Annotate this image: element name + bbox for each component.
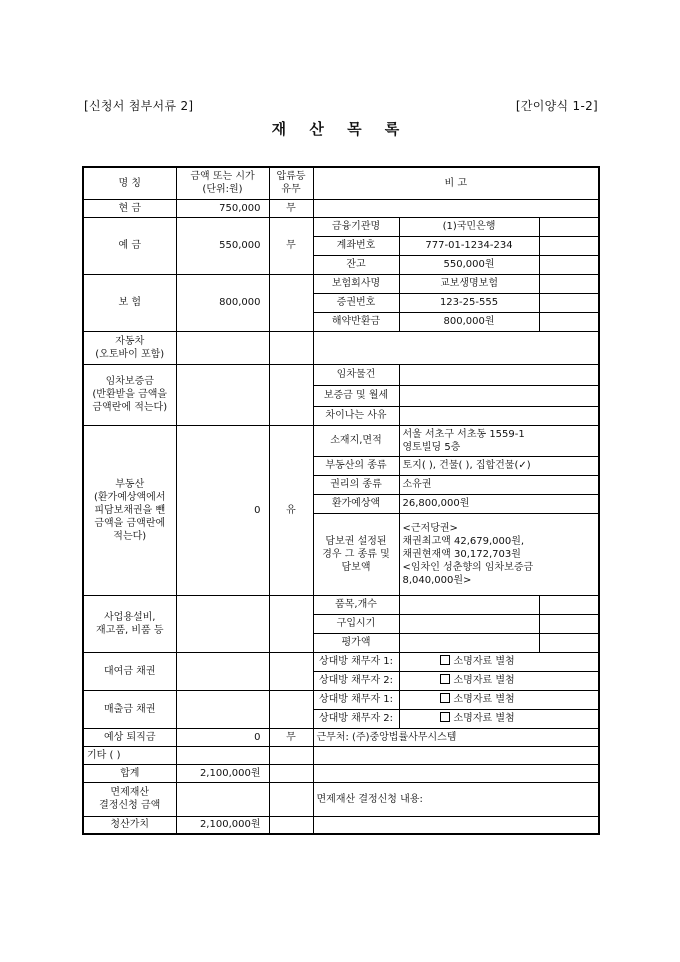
- severance-amount: 0: [176, 728, 269, 746]
- row-severance: 예상 퇴직금 0 무 근무처: (주)중앙법률사무시스템: [83, 728, 599, 746]
- liquidation-amount: 2,100,000원: [176, 816, 269, 834]
- checkbox-icon[interactable]: [440, 674, 450, 684]
- insurance-amount: 800,000: [176, 274, 269, 331]
- row-realestate-expected: 환가예상액 26,800,000원: [83, 494, 599, 513]
- row-lease: 임차보증금 (반환받을 금액을 금액란에 적는다) 임차물건: [83, 364, 599, 385]
- deposit-amount: 550,000: [176, 217, 269, 274]
- row-liquidation: 청산가치 2,100,000원: [83, 816, 599, 834]
- row-deposit-balance: 잔고 550,000원: [83, 255, 599, 274]
- row-business-date: 구입시기: [83, 614, 599, 633]
- total-amount: 2,100,000원: [176, 764, 269, 782]
- row-sales-claim: 매출금 채권 상대방 채무자 1: 소명자료 별첨: [83, 690, 599, 709]
- row-business: 사업용설비, 재고품, 비품 등 품목,개수: [83, 595, 599, 614]
- row-exempt: 면제재산 결정신청 금액 면제재산 결정신청 내용:: [83, 782, 599, 816]
- realestate-amount: 0: [176, 425, 269, 595]
- row-vehicle: 자동차 (오토바이 포함): [83, 331, 599, 364]
- row-realestate-right: 권리의 종류 소유권: [83, 475, 599, 494]
- row-realestate-secured: 담보권 설정된 경우 그 종류 및 담보액 <근저당권> 채권최고액 42,679,000원, 채권현재액 30,172,703원 <임차인 성춘향의 임차보증금 8,040,000원>: [83, 513, 599, 595]
- row-deposit-account: 계좌번호 777-01-1234-234: [83, 236, 599, 255]
- row-deposit: 예 금 550,000 무 금융기관명 (1)국민은행: [83, 217, 599, 236]
- col-seizure: 압류등 유무: [269, 167, 313, 199]
- row-insurance-policy: 증권번호 123-25-555: [83, 293, 599, 312]
- checkbox-icon[interactable]: [440, 712, 450, 722]
- col-remarks: 비 고: [313, 167, 599, 199]
- row-loan-claim: 대여금 채권 상대방 채무자 1: 소명자료 별첨: [83, 652, 599, 671]
- row-sales-claim-2: 상대방 채무자 2: 소명자료 별첨: [83, 709, 599, 728]
- asset-table: [82, 166, 600, 835]
- page-title: 재 산 목 록: [271, 120, 409, 138]
- header-right: [간이양식 1-2]: [515, 99, 598, 113]
- row-realestate: 부동산 (환가예상액에서 피담보채권을 뺀 금액을 금액란에 적는다) 0 유 소재지,면적 서울 서초구 서초동 1559-1 영토빌딩 5층: [83, 425, 599, 456]
- cash-amount: 750,000: [176, 199, 269, 217]
- row-lease-deposit: 보증금 및 월세: [83, 385, 599, 406]
- row-cash: 현 금 750,000 무: [83, 199, 599, 217]
- row-insurance-refund: 해약반환금 800,000원: [83, 312, 599, 331]
- row-loan-claim-2: 상대방 채무자 2: 소명자료 별첨: [83, 671, 599, 690]
- row-total: 합계 2,100,000원: [83, 764, 599, 782]
- row-business-value: 평가액: [83, 633, 599, 652]
- checkbox-icon[interactable]: [440, 693, 450, 703]
- header-left: [신청서 첨부서류 2]: [84, 99, 194, 113]
- table-header-row: [83, 167, 599, 199]
- checkbox-icon[interactable]: [440, 655, 450, 665]
- col-amount: 금액 또는 시가 (단위:원): [176, 167, 269, 199]
- col-name: 명 칭: [83, 167, 176, 199]
- row-other: 기타 ( ): [83, 746, 599, 764]
- row-lease-reason: 차이나는 사유: [83, 406, 599, 425]
- row-realestate-type: 부동산의 종류 토지( ), 건물( ), 집합건물(✓): [83, 456, 599, 475]
- row-insurance: 보 험 800,000 보험회사명 교보생명보험: [83, 274, 599, 293]
